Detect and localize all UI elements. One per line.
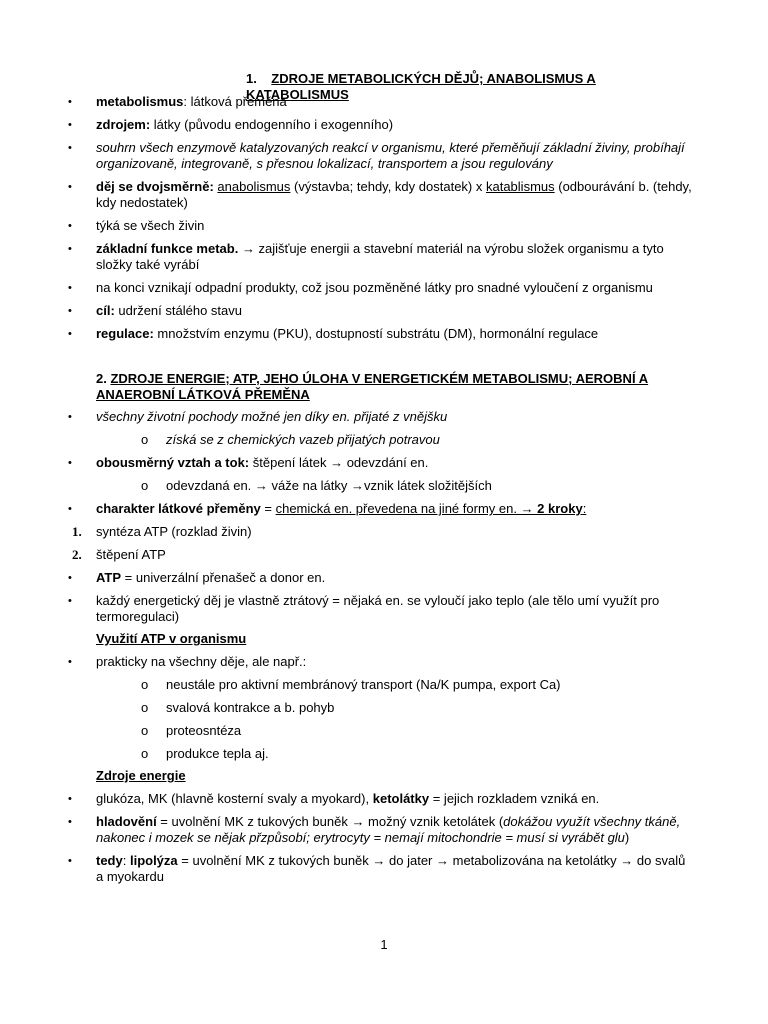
bullet-icon: •	[68, 282, 72, 294]
list-item	[96, 179, 696, 211]
text: souhrn všech enzymově katalyzovaných reakcí v organismu, které přeměňují základní živiny, probíhají organizovaně, integrovaně, s přesnou lokalizací, transportem a jsou regulovány	[96, 140, 685, 171]
list-number: 1.	[72, 524, 82, 539]
bullet-icon: •	[68, 816, 72, 828]
list-item	[96, 501, 696, 517]
term: základní funkce metab.	[96, 241, 242, 256]
sub-list-item: svalová kontrakce a b. pohyb	[166, 700, 335, 715]
text: všechny životní pochody možné jen díky en. přijaté z vnějšku	[96, 409, 448, 424]
numbered-item: štěpení ATP	[96, 547, 166, 562]
text: štěpení látek → odevzdání en.	[249, 455, 429, 470]
text: udržení stálého stavu	[114, 303, 242, 318]
term: lipolýza	[129, 853, 178, 868]
term: cíl:	[96, 303, 115, 318]
term: regulace:	[96, 326, 154, 341]
bullet-icon: •	[68, 96, 72, 108]
page-number: 1	[380, 937, 388, 952]
bullet-icon: •	[68, 181, 72, 193]
text: :	[582, 501, 587, 516]
text: metabolizována na ketolátky	[449, 853, 621, 868]
sub-bullet-icon: o	[141, 677, 149, 692]
term: ketolátky	[372, 791, 430, 806]
sub-list-item: produkce tepla aj.	[166, 746, 269, 761]
text: do jater	[385, 853, 436, 868]
list-number: 2.	[72, 547, 82, 562]
list-item	[96, 241, 696, 273]
arrow-icon: →	[351, 814, 365, 829]
list-item	[96, 303, 696, 319]
bullet-icon: •	[68, 220, 72, 232]
subheading-energy-sources: Zdroje energie	[96, 768, 186, 783]
text: : látková přeměna	[183, 94, 287, 109]
text: množstvím enzymu (PKU), dostupností substrátu (DM), hormonální regulace	[153, 326, 599, 341]
term: ATP	[96, 570, 122, 585]
list-item	[96, 570, 696, 586]
sub-bullet-icon: o	[141, 746, 149, 761]
arrow-icon: →	[372, 853, 386, 868]
text: = jejich rozkladem vzniká en.	[429, 791, 600, 806]
text: = univerzální přenašeč a donor en.	[121, 570, 326, 585]
list-item	[96, 455, 696, 471]
text: glukóza, MK (hlavně kosterní svaly a myokard),	[96, 791, 373, 806]
bullet-icon: •	[68, 142, 72, 154]
sub-list-item: neustále pro aktivní membránový transport (Na/K pumpa, export Ca)	[166, 677, 561, 692]
bullet-icon: •	[68, 656, 72, 668]
bullet-icon: •	[68, 855, 72, 867]
text: látky (původu endogenního i exogenního)	[150, 117, 394, 132]
section-2-number: 2.	[96, 371, 111, 386]
text: možný vznik ketolátek (	[364, 814, 504, 829]
text: :	[122, 853, 130, 868]
sub-list-item: odevzdaná en. → váže na látky →vznik látek složitějších	[166, 478, 492, 493]
text: do svalů a myokardu	[96, 853, 686, 884]
list-item	[96, 791, 696, 807]
bullet-icon: •	[68, 503, 72, 515]
arrow-icon: →	[520, 501, 534, 516]
term: děj se dvojsměrně:	[96, 179, 214, 194]
bullet-icon: •	[68, 243, 72, 255]
sub-list-item: proteosntéza	[166, 723, 242, 738]
list-item: každý energetický děj je vlastně ztrátový = nějaká en. se vyloučí jako teplo (ale tělo umí využít pro termoregulaci)	[96, 593, 660, 624]
list-item	[96, 409, 696, 425]
text: (odbourávání b. (tehdy, kdy nedostatek)	[96, 179, 692, 210]
text: )	[624, 830, 630, 845]
list-item: prakticky na všechny děje, ale např.:	[96, 654, 307, 669]
list-item: týká se všech živin	[96, 218, 205, 233]
sub-bullet-icon: o	[141, 432, 149, 447]
section-2-title: ZDROJE ENERGIE; ATP, JEHO ÚLOHA V ENERGETICKÉM METABOLISMU; AEROBNÍ A ANAEROBNÍ LÁTKOVÁ PŘEMĚNA	[96, 371, 649, 402]
list-item: na konci vznikají odpadní produkty, což jsou pozměněné látky pro snadné vyloučení z organismu	[96, 280, 653, 295]
term: metabolismus	[96, 94, 184, 109]
text: zajišťuje energii a stavební materiál na výrobu složek organismu a tyto složky také vyrábí	[96, 241, 664, 272]
term: obousměrný vztah a tok:	[96, 455, 250, 470]
bullet-icon: •	[68, 595, 72, 607]
bullet-icon: •	[68, 572, 72, 584]
sub-bullet-icon: o	[141, 723, 149, 738]
arrow-icon: →	[241, 241, 255, 256]
numbered-item: syntéza ATP (rozklad živin)	[96, 524, 252, 539]
bullet-icon: •	[68, 411, 72, 423]
term: zdrojem:	[96, 117, 151, 132]
list-item	[96, 853, 696, 885]
list-item	[96, 117, 696, 133]
term: hladovění	[96, 814, 157, 829]
list-item	[96, 814, 696, 846]
text-underlined: 2 kroky	[533, 501, 583, 516]
bullet-icon: •	[68, 328, 72, 340]
text: = uvolnění MK z tukových buněk	[156, 814, 352, 829]
text-underlined: chemická en. převedena na jiné formy en.	[275, 501, 521, 516]
bullet-icon: •	[68, 119, 72, 131]
term: tedy	[96, 853, 123, 868]
list-item	[96, 140, 696, 172]
section-1-number: 1.	[246, 71, 257, 86]
section-2-heading	[96, 371, 696, 403]
sub-bullet-icon: o	[141, 478, 149, 493]
section-1-title: ZDROJE METABOLICKÝCH DĚJŮ; ANABOLISMUS A KATABOLISMUS	[246, 71, 596, 102]
text: = uvolnění MK z tukových buněk	[177, 853, 373, 868]
text: (výstavba; tehdy, kdy dostatek) x	[290, 179, 486, 194]
term-underlined: katablismus	[485, 179, 555, 194]
text: =	[260, 501, 276, 516]
text: získá se z chemických vazeb přijatých potravou	[166, 432, 440, 447]
list-item	[96, 94, 696, 110]
term: charakter látkové přeměny	[96, 501, 261, 516]
sub-list-item	[166, 432, 686, 448]
text: dokážou využít všechny tkáně, nakonec i mozek se nějak přzpůsobí; erytrocyty = nemají mitochondrie = musí si vyrábět glu	[96, 814, 681, 845]
bullet-icon: •	[68, 305, 72, 317]
term-underlined: anabolismus	[217, 179, 291, 194]
arrow-icon: →	[436, 853, 449, 868]
list-item	[96, 326, 696, 342]
subheading-atp-usage: Využití ATP v organismu	[96, 631, 247, 646]
sub-bullet-icon: o	[141, 700, 149, 715]
bullet-icon: •	[68, 457, 72, 469]
bullet-icon: •	[68, 793, 72, 805]
arrow-icon: →	[620, 853, 634, 868]
